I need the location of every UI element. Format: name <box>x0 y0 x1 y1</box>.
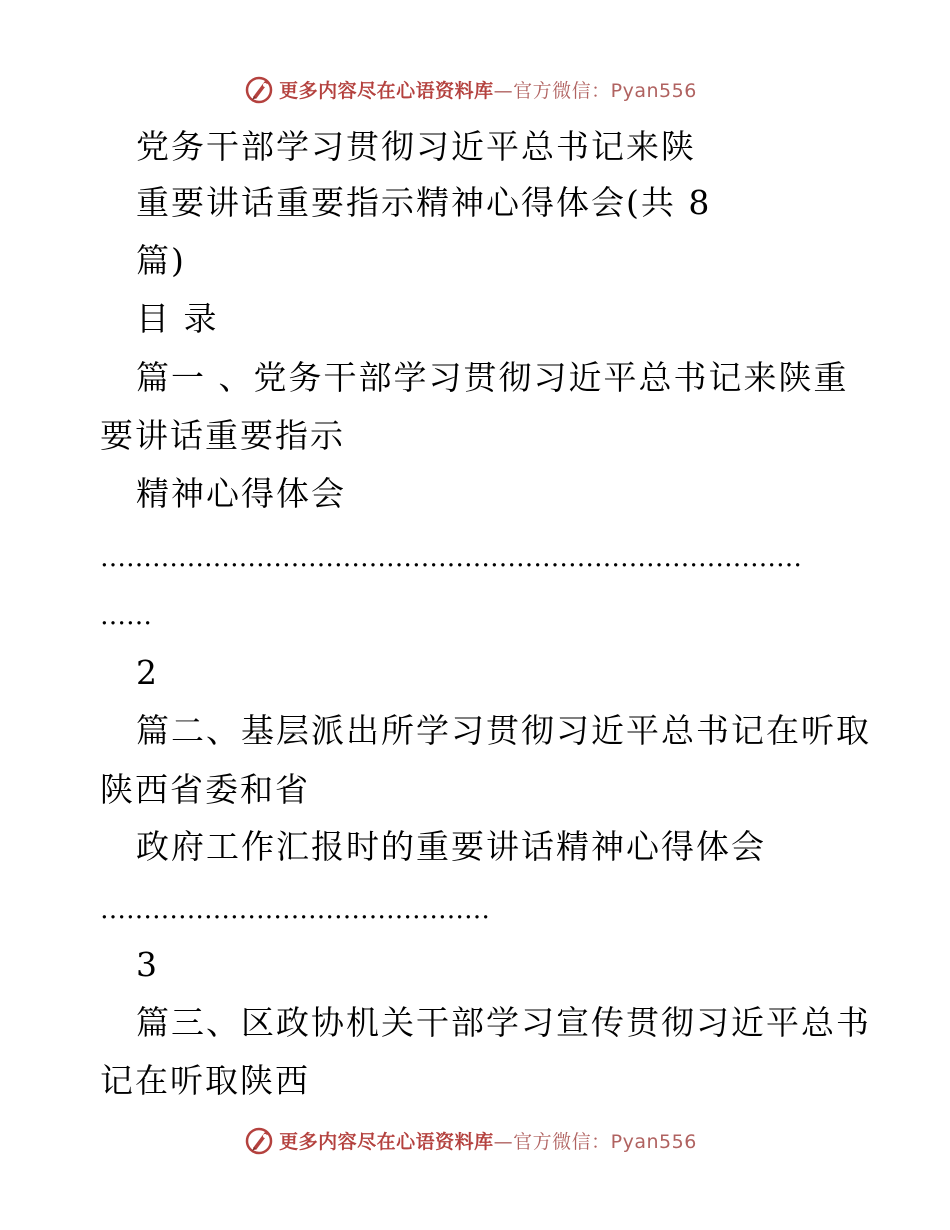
toc-entry-1-page-number: 2 <box>136 653 159 692</box>
watermark-main-text: 更多内容尽在心语资料库 <box>279 79 494 102</box>
toc-entry-1-line-1: 篇一 、党务干部学习贯彻习近平总书记来陕重 <box>136 358 849 397</box>
quill-pen-logo-icon <box>243 73 275 105</box>
watermark-main-text: 更多内容尽在心语资料库 <box>279 1130 494 1153</box>
toc-heading: 目 录 <box>136 299 219 338</box>
watermark-sub-text: —官方微信：Pyan556 <box>493 1130 697 1153</box>
doc-title-line-2: 重要讲话重要指示精神心得体会(共 8 <box>136 183 712 222</box>
watermark-header <box>0 72 950 106</box>
watermark-header-text <box>279 76 697 103</box>
toc-entry-1-line-3: 精神心得体会 <box>136 474 346 513</box>
watermark-header-inner <box>243 73 697 105</box>
toc-entry-2-leader-dots: ……………………………………… <box>100 895 490 925</box>
toc-entry-2-line-1: 篇二、基层派出所学习贯彻习近平总书记在听取 <box>136 711 871 750</box>
toc-entry-3-line-2: 记在听取陕西 <box>100 1061 310 1100</box>
quill-pen-logo-icon <box>243 1124 275 1156</box>
toc-entry-1-line-2: 要讲话重要指示 <box>100 416 345 455</box>
toc-entry-1-leader-dots-cont: …… <box>100 601 152 631</box>
doc-title-line-1: 党务干部学习贯彻习近平总书记来陕 <box>136 127 696 166</box>
toc-entry-3-line-1: 篇三、区政协机关干部学习宣传贯彻习近平总书 <box>136 1003 871 1042</box>
toc-entry-2-line-3: 政府工作汇报时的重要讲话精神心得体会 <box>136 827 766 866</box>
watermark-footer-inner <box>243 1124 697 1156</box>
watermark-footer-text <box>279 1127 697 1154</box>
doc-title-line-3: 篇) <box>136 241 186 280</box>
toc-entry-2-page-number: 3 <box>136 945 159 984</box>
watermark-footer <box>0 1123 950 1157</box>
toc-entry-1-leader-dots: ……………………………………………………………………… <box>100 543 802 573</box>
toc-entry-2-line-2: 陕西省委和省 <box>100 770 310 809</box>
watermark-sub-text: —官方微信：Pyan556 <box>493 79 697 102</box>
